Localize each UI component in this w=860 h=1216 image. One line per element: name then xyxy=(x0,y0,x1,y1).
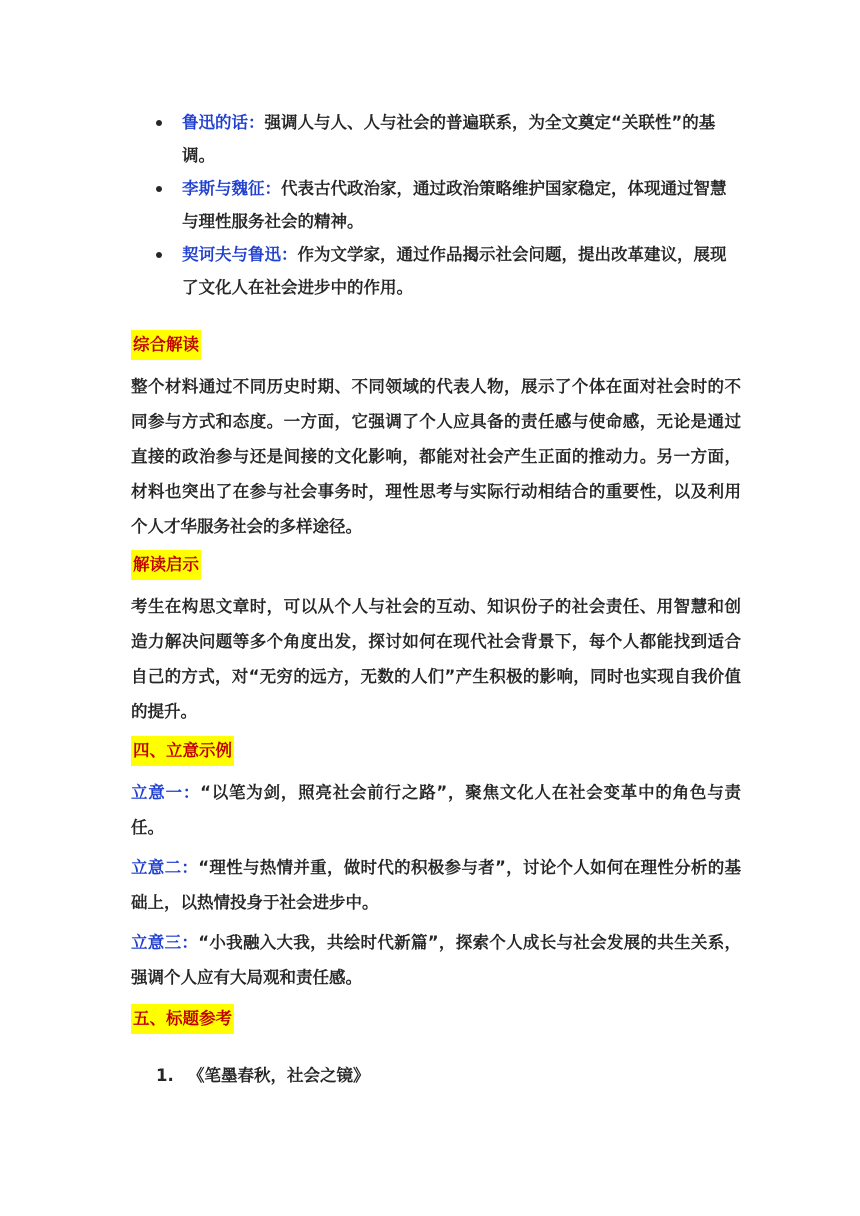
bullet-item xyxy=(152,172,742,238)
bullet-text: 作为文学家，通过作品揭示社会问题，提出改革建议，展现了文化人在社会进步中的作用。 xyxy=(182,245,727,297)
section-zonghe-text: 整个材料通过不同历史时期、不同领域的代表人物，展示了个体在面对社会时的不同参与方式和态度。一方面，它强调了个人应具备的责任感与使命感，无论是通过直接的政治参与还是间接的文化影响，都能对社会产生正面的推动力。另一方面，材料也突出了在参与社会事务时，理性思考与实际行动相结合的重要性，以及利用个人才华服务社会的多样途径。 xyxy=(131,377,741,536)
bullet-label: 契诃夫与鲁迅： xyxy=(182,245,298,264)
liyi-label: 立意一： xyxy=(131,783,201,802)
section-heading: 综合解读 xyxy=(131,330,201,360)
section-heading: 解读启示 xyxy=(131,550,201,580)
list-text: 《笔墨春秋，社会之镜》 xyxy=(188,1066,370,1085)
list-number: 1. xyxy=(156,1066,174,1085)
liyi-item xyxy=(131,850,741,920)
section-qishi xyxy=(131,550,741,580)
bullet-dot xyxy=(156,120,162,126)
section-biaoti xyxy=(131,1004,741,1034)
bullet-item xyxy=(152,106,742,172)
bullet-label: 鲁迅的话： xyxy=(182,113,265,132)
liyi-text: “小我融入大我，共绘时代新篇”，探索个人成长与社会发展的共生关系，强调个人应有大局观和责任感。 xyxy=(131,933,741,987)
section-heading: 四、立意示例 xyxy=(131,736,234,766)
bullet-text: 代表古代政治家，通过政治策略维护国家稳定，体现通过智慧与理性服务社会的精神。 xyxy=(182,179,727,231)
bullet-dot xyxy=(156,186,162,192)
bullet-list xyxy=(152,106,742,304)
section-liyi xyxy=(131,736,741,766)
liyi-label: 立意三： xyxy=(131,933,199,952)
title-list-item xyxy=(156,1062,370,1090)
section-heading: 五、标题参考 xyxy=(131,1004,234,1034)
liyi-item xyxy=(131,925,741,995)
section-qishi-text: 考生在构思文章时，可以从个人与社会的互动、知识份子的社会责任、用智慧和创造力解决问题等多个角度出发，探讨如何在现代社会背景下，每个人都能找到适合自己的方式，对“无穷的远方，无数的人们”产生积极的影响，同时也实现自我价值的提升。 xyxy=(131,597,741,721)
bullet-item xyxy=(152,238,742,304)
liyi-label: 立意二： xyxy=(131,858,199,877)
bullet-dot xyxy=(156,252,162,258)
bullet-text: 强调人与人、人与社会的普遍联系，为全文奠定“关联性”的基调。 xyxy=(182,113,716,165)
section-zonghe xyxy=(131,330,741,360)
liyi-item xyxy=(131,775,741,845)
bullet-label: 李斯与魏征： xyxy=(182,179,281,198)
liyi-text: “以笔为剑，照亮社会前行之路”，聚焦文化人在社会变革中的角色与责任。 xyxy=(131,783,741,837)
liyi-text: “理性与热情并重，做时代的积极参与者”，讨论个人如何在理性分析的基础上，以热情投身于社会进步中。 xyxy=(131,858,741,912)
